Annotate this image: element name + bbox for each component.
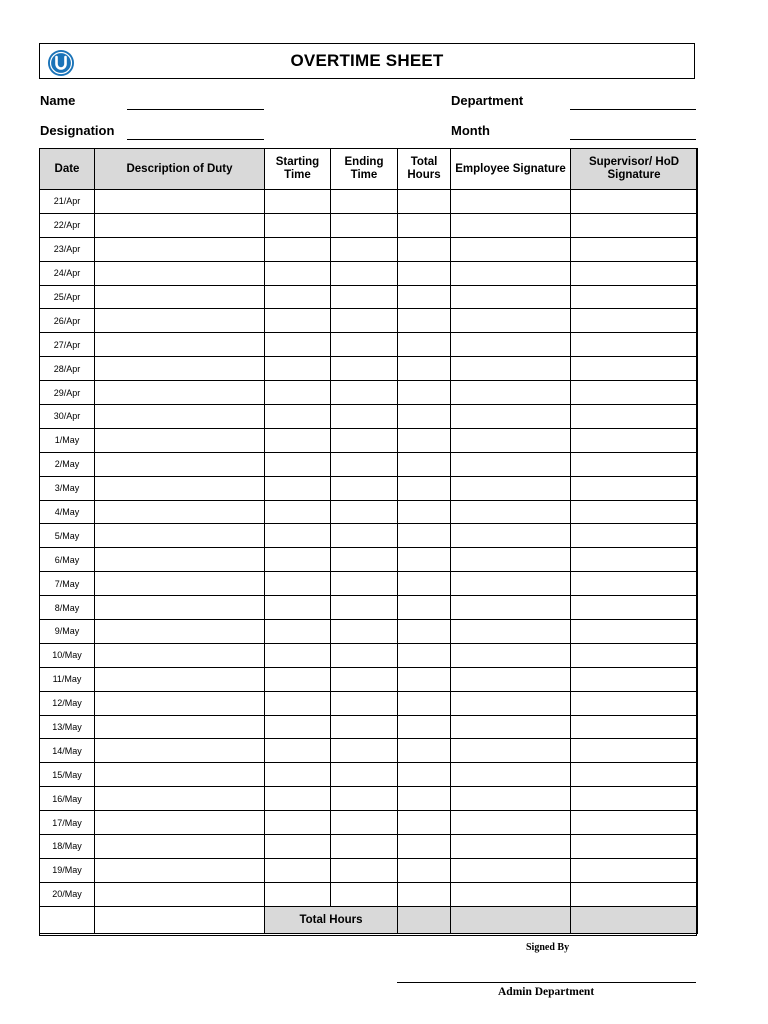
table-row: [40, 882, 698, 906]
table-row: [40, 190, 698, 214]
total-hours-cell[interactable]: [398, 428, 451, 452]
supervisor-signature-cell[interactable]: [571, 787, 698, 811]
total-hours-cell[interactable]: [398, 858, 451, 882]
table-row: [40, 524, 698, 548]
employee-signature-cell[interactable]: [451, 548, 571, 572]
supervisor-signature-cell[interactable]: [571, 309, 698, 333]
description-cell[interactable]: [95, 691, 265, 715]
employee-signature-cell[interactable]: [451, 285, 571, 309]
starting-time-cell[interactable]: [265, 811, 331, 835]
table-row: [40, 858, 698, 882]
date-cell: 17/May: [40, 811, 95, 835]
table-row: [40, 237, 698, 261]
starting-time-cell[interactable]: [265, 787, 331, 811]
date-cell: 19/May: [40, 858, 95, 882]
ending-time-cell[interactable]: [331, 858, 398, 882]
description-cell[interactable]: [95, 524, 265, 548]
ending-time-cell[interactable]: [331, 476, 398, 500]
employee-signature-cell[interactable]: [451, 309, 571, 333]
total-hours-cell[interactable]: [398, 476, 451, 500]
month-label: Month: [451, 123, 490, 138]
starting-time-cell[interactable]: [265, 858, 331, 882]
overtime-table: [39, 148, 698, 934]
supervisor-signature-cell[interactable]: [571, 500, 698, 524]
date-cell: 3/May: [40, 476, 95, 500]
supervisor-signature-cell[interactable]: [571, 357, 698, 381]
starting-time-cell[interactable]: [265, 452, 331, 476]
table-row: [40, 213, 698, 237]
employee-signature-cell[interactable]: [451, 858, 571, 882]
description-cell[interactable]: [95, 476, 265, 500]
starting-time-cell[interactable]: [265, 548, 331, 572]
employee-signature-cell[interactable]: [451, 381, 571, 405]
total-hours-cell[interactable]: [398, 500, 451, 524]
description-cell[interactable]: [95, 572, 265, 596]
supervisor-signature-cell[interactable]: [571, 643, 698, 667]
date-cell: 21/Apr: [40, 190, 95, 214]
department-label: Department: [451, 93, 524, 108]
table-row: [40, 333, 698, 357]
total-hours-cell[interactable]: [398, 381, 451, 405]
starting-time-cell[interactable]: [265, 357, 331, 381]
starting-time-cell[interactable]: [265, 309, 331, 333]
supervisor-signature-cell[interactable]: [571, 452, 698, 476]
description-cell[interactable]: [95, 309, 265, 333]
column-header-ending-time: Ending Time: [331, 149, 398, 190]
total-hours-cell[interactable]: [398, 309, 451, 333]
total-hours-value-cell[interactable]: [398, 906, 451, 933]
starting-time-cell[interactable]: [265, 213, 331, 237]
total-hours-cell[interactable]: [398, 739, 451, 763]
table-row: [40, 500, 698, 524]
ending-time-cell[interactable]: [331, 835, 398, 859]
starting-time-cell[interactable]: [265, 190, 331, 214]
ending-time-cell[interactable]: [331, 763, 398, 787]
ending-time-cell[interactable]: [331, 405, 398, 429]
employee-signature-cell[interactable]: [451, 261, 571, 285]
column-header-employee-signature: Employee Signature: [451, 149, 571, 190]
total-hours-cell[interactable]: [398, 620, 451, 644]
total-hours-cell[interactable]: [398, 715, 451, 739]
ending-time-cell[interactable]: [331, 452, 398, 476]
supervisor-signature-cell[interactable]: [571, 811, 698, 835]
employee-signature-cell[interactable]: [451, 643, 571, 667]
supervisor-signature-cell[interactable]: [571, 405, 698, 429]
starting-time-cell[interactable]: [265, 596, 331, 620]
total-hours-cell[interactable]: [398, 691, 451, 715]
table-row: [40, 715, 698, 739]
signed-by-label: Signed By: [526, 942, 570, 953]
supervisor-signature-cell[interactable]: [571, 763, 698, 787]
table-row: [40, 261, 698, 285]
total-hours-cell[interactable]: [398, 548, 451, 572]
supervisor-signature-cell[interactable]: [571, 237, 698, 261]
ending-time-cell[interactable]: [331, 309, 398, 333]
description-cell[interactable]: [95, 596, 265, 620]
total-hours-label: Total Hours: [265, 906, 398, 933]
employee-signature-cell[interactable]: [451, 405, 571, 429]
supervisor-signature-cell[interactable]: [571, 548, 698, 572]
employee-signature-cell[interactable]: [451, 811, 571, 835]
supervisor-signature-cell[interactable]: [571, 524, 698, 548]
ending-time-cell[interactable]: [331, 715, 398, 739]
description-cell[interactable]: [95, 643, 265, 667]
total-hours-cell[interactable]: [398, 190, 451, 214]
description-cell[interactable]: [95, 405, 265, 429]
ending-time-cell[interactable]: [331, 357, 398, 381]
description-cell[interactable]: [95, 213, 265, 237]
table-row: [40, 381, 698, 405]
employee-signature-cell[interactable]: [451, 787, 571, 811]
table-row: [40, 763, 698, 787]
total-hours-cell[interactable]: [398, 452, 451, 476]
starting-time-cell[interactable]: [265, 237, 331, 261]
ending-time-cell[interactable]: [331, 739, 398, 763]
supervisor-signature-cell[interactable]: [571, 213, 698, 237]
total-row: [40, 906, 698, 933]
employee-signature-cell[interactable]: [451, 739, 571, 763]
date-cell: 20/May: [40, 882, 95, 906]
table-row: [40, 572, 698, 596]
total-hours-cell[interactable]: [398, 835, 451, 859]
employee-signature-cell[interactable]: [451, 572, 571, 596]
ending-time-cell[interactable]: [331, 333, 398, 357]
description-cell[interactable]: [95, 333, 265, 357]
date-cell: 25/Apr: [40, 285, 95, 309]
total-hours-cell[interactable]: [398, 261, 451, 285]
date-cell: 7/May: [40, 572, 95, 596]
date-cell: 14/May: [40, 739, 95, 763]
total-hours-cell[interactable]: [398, 405, 451, 429]
date-cell: 5/May: [40, 524, 95, 548]
supervisor-signature-cell[interactable]: [571, 572, 698, 596]
date-cell: 12/May: [40, 691, 95, 715]
date-cell: 16/May: [40, 787, 95, 811]
starting-time-cell[interactable]: [265, 739, 331, 763]
employee-signature-cell[interactable]: [451, 620, 571, 644]
ending-time-cell[interactable]: [331, 667, 398, 691]
ending-time-cell[interactable]: [331, 596, 398, 620]
description-cell[interactable]: [95, 452, 265, 476]
starting-time-cell[interactable]: [265, 835, 331, 859]
supervisor-signature-cell[interactable]: [571, 882, 698, 906]
date-cell: 30/Apr: [40, 405, 95, 429]
starting-time-cell[interactable]: [265, 405, 331, 429]
ending-time-cell[interactable]: [331, 620, 398, 644]
table-row: [40, 691, 698, 715]
supervisor-signature-cell[interactable]: [571, 190, 698, 214]
total-hours-cell[interactable]: [398, 213, 451, 237]
date-cell: 23/Apr: [40, 237, 95, 261]
description-cell[interactable]: [95, 858, 265, 882]
starting-time-cell[interactable]: [265, 500, 331, 524]
column-header-total-hours: Total Hours: [398, 149, 451, 190]
description-cell[interactable]: [95, 428, 265, 452]
table-row: [40, 835, 698, 859]
total-hours-cell[interactable]: [398, 572, 451, 596]
name-field[interactable]: [127, 109, 264, 110]
admin-department-label: Admin Department: [498, 986, 595, 998]
table-row: [40, 285, 698, 309]
employee-signature-cell[interactable]: [451, 333, 571, 357]
total-hours-cell[interactable]: [398, 357, 451, 381]
table-row: [40, 357, 698, 381]
supervisor-signature-cell[interactable]: [571, 715, 698, 739]
total-hours-cell[interactable]: [398, 763, 451, 787]
description-cell[interactable]: [95, 763, 265, 787]
date-cell: 9/May: [40, 620, 95, 644]
starting-time-cell[interactable]: [265, 476, 331, 500]
employee-signature-cell[interactable]: [451, 835, 571, 859]
ending-time-cell[interactable]: [331, 882, 398, 906]
description-cell[interactable]: [95, 500, 265, 524]
ending-time-cell[interactable]: [331, 572, 398, 596]
description-cell[interactable]: [95, 357, 265, 381]
description-cell[interactable]: [95, 620, 265, 644]
date-cell: 24/Apr: [40, 261, 95, 285]
ending-time-cell[interactable]: [331, 548, 398, 572]
supervisor-signature-cell[interactable]: [571, 476, 698, 500]
description-cell[interactable]: [95, 261, 265, 285]
description-cell[interactable]: [95, 787, 265, 811]
description-cell[interactable]: [95, 811, 265, 835]
table-row: [40, 787, 698, 811]
total-hours-cell[interactable]: [398, 643, 451, 667]
description-cell[interactable]: [95, 190, 265, 214]
employee-signature-cell[interactable]: [451, 452, 571, 476]
supervisor-signature-cell[interactable]: [571, 667, 698, 691]
employee-signature-cell[interactable]: [451, 524, 571, 548]
column-header-description: Description of Duty: [95, 149, 265, 190]
date-cell: 27/Apr: [40, 333, 95, 357]
designation-label: Designation: [40, 123, 115, 138]
title-box: [39, 43, 695, 79]
total-hours-cell[interactable]: [398, 882, 451, 906]
table-row: [40, 428, 698, 452]
table-header-row: [40, 149, 698, 190]
total-employee-signature-cell[interactable]: [451, 906, 571, 933]
date-cell: 4/May: [40, 500, 95, 524]
description-cell[interactable]: [95, 715, 265, 739]
date-cell: 10/May: [40, 643, 95, 667]
description-cell[interactable]: [95, 548, 265, 572]
date-cell: 2/May: [40, 452, 95, 476]
table-row: [40, 405, 698, 429]
column-header-supervisor-signature: Supervisor/ HoD Signature: [571, 149, 698, 190]
starting-time-cell[interactable]: [265, 763, 331, 787]
date-cell: 28/Apr: [40, 357, 95, 381]
total-hours-cell[interactable]: [398, 596, 451, 620]
month-field[interactable]: [570, 139, 696, 140]
starting-time-cell[interactable]: [265, 261, 331, 285]
description-cell[interactable]: [95, 882, 265, 906]
starting-time-cell[interactable]: [265, 882, 331, 906]
date-cell: 1/May: [40, 428, 95, 452]
employee-signature-cell[interactable]: [451, 476, 571, 500]
table-row: [40, 620, 698, 644]
total-hours-cell[interactable]: [398, 285, 451, 309]
date-cell: 26/Apr: [40, 309, 95, 333]
department-field[interactable]: [570, 109, 696, 110]
starting-time-cell[interactable]: [265, 381, 331, 405]
employee-signature-cell[interactable]: [451, 213, 571, 237]
table-row: [40, 476, 698, 500]
ending-time-cell[interactable]: [331, 524, 398, 548]
total-hours-cell[interactable]: [398, 333, 451, 357]
supervisor-signature-cell[interactable]: [571, 835, 698, 859]
employee-signature-cell[interactable]: [451, 357, 571, 381]
table-row: [40, 739, 698, 763]
ending-time-cell[interactable]: [331, 428, 398, 452]
total-supervisor-signature-cell[interactable]: [571, 906, 698, 933]
ending-time-cell[interactable]: [331, 237, 398, 261]
column-header-starting-time: Starting Time: [265, 149, 331, 190]
total-hours-cell[interactable]: [398, 237, 451, 261]
date-cell: 22/Apr: [40, 213, 95, 237]
supervisor-signature-cell[interactable]: [571, 739, 698, 763]
ending-time-cell[interactable]: [331, 381, 398, 405]
employee-signature-cell[interactable]: [451, 691, 571, 715]
table-row: [40, 667, 698, 691]
starting-time-cell[interactable]: [265, 524, 331, 548]
supervisor-signature-cell[interactable]: [571, 858, 698, 882]
employee-signature-cell[interactable]: [451, 428, 571, 452]
employee-signature-cell[interactable]: [451, 190, 571, 214]
page-title: OVERTIME SHEET: [290, 51, 444, 70]
description-cell[interactable]: [95, 667, 265, 691]
supervisor-signature-cell[interactable]: [571, 691, 698, 715]
employee-signature-cell[interactable]: [451, 667, 571, 691]
ending-time-cell[interactable]: [331, 500, 398, 524]
ending-time-cell[interactable]: [331, 213, 398, 237]
supervisor-signature-cell[interactable]: [571, 596, 698, 620]
starting-time-cell[interactable]: [265, 572, 331, 596]
table-row: [40, 811, 698, 835]
name-label: Name: [40, 93, 76, 108]
supervisor-signature-cell[interactable]: [571, 333, 698, 357]
total-row-blank-description: [95, 906, 265, 933]
ending-time-cell[interactable]: [331, 190, 398, 214]
ending-time-cell[interactable]: [331, 643, 398, 667]
signature-line[interactable]: [397, 982, 696, 983]
total-hours-cell[interactable]: [398, 667, 451, 691]
supervisor-signature-cell[interactable]: [571, 620, 698, 644]
starting-time-cell[interactable]: [265, 285, 331, 309]
employee-signature-cell[interactable]: [451, 500, 571, 524]
ending-time-cell[interactable]: [331, 285, 398, 309]
starting-time-cell[interactable]: [265, 691, 331, 715]
employee-signature-cell[interactable]: [451, 763, 571, 787]
starting-time-cell[interactable]: [265, 428, 331, 452]
description-cell[interactable]: [95, 285, 265, 309]
supervisor-signature-cell[interactable]: [571, 428, 698, 452]
description-cell[interactable]: [95, 381, 265, 405]
date-cell: 13/May: [40, 715, 95, 739]
starting-time-cell[interactable]: [265, 715, 331, 739]
employee-signature-cell[interactable]: [451, 596, 571, 620]
starting-time-cell[interactable]: [265, 643, 331, 667]
starting-time-cell[interactable]: [265, 333, 331, 357]
ending-time-cell[interactable]: [331, 811, 398, 835]
total-hours-cell[interactable]: [398, 787, 451, 811]
ending-time-cell[interactable]: [331, 787, 398, 811]
table-row: [40, 452, 698, 476]
total-hours-cell[interactable]: [398, 524, 451, 548]
date-cell: 11/May: [40, 667, 95, 691]
starting-time-cell[interactable]: [265, 620, 331, 644]
designation-field[interactable]: [127, 139, 264, 140]
ending-time-cell[interactable]: [331, 261, 398, 285]
date-cell: 6/May: [40, 548, 95, 572]
employee-signature-cell[interactable]: [451, 882, 571, 906]
description-cell[interactable]: [95, 237, 265, 261]
supervisor-signature-cell[interactable]: [571, 261, 698, 285]
date-cell: 29/Apr: [40, 381, 95, 405]
supervisor-signature-cell[interactable]: [571, 285, 698, 309]
date-cell: 18/May: [40, 835, 95, 859]
employee-signature-cell[interactable]: [451, 715, 571, 739]
description-cell[interactable]: [95, 835, 265, 859]
date-cell: 8/May: [40, 596, 95, 620]
ending-time-cell[interactable]: [331, 691, 398, 715]
table-row: [40, 643, 698, 667]
total-row-blank-date: [40, 906, 95, 933]
starting-time-cell[interactable]: [265, 667, 331, 691]
table-row: [40, 548, 698, 572]
column-header-date: Date: [40, 149, 95, 190]
supervisor-signature-cell[interactable]: [571, 381, 698, 405]
table-row: [40, 596, 698, 620]
description-cell[interactable]: [95, 739, 265, 763]
table-row: [40, 309, 698, 333]
employee-signature-cell[interactable]: [451, 237, 571, 261]
date-cell: 15/May: [40, 763, 95, 787]
total-hours-cell[interactable]: [398, 811, 451, 835]
